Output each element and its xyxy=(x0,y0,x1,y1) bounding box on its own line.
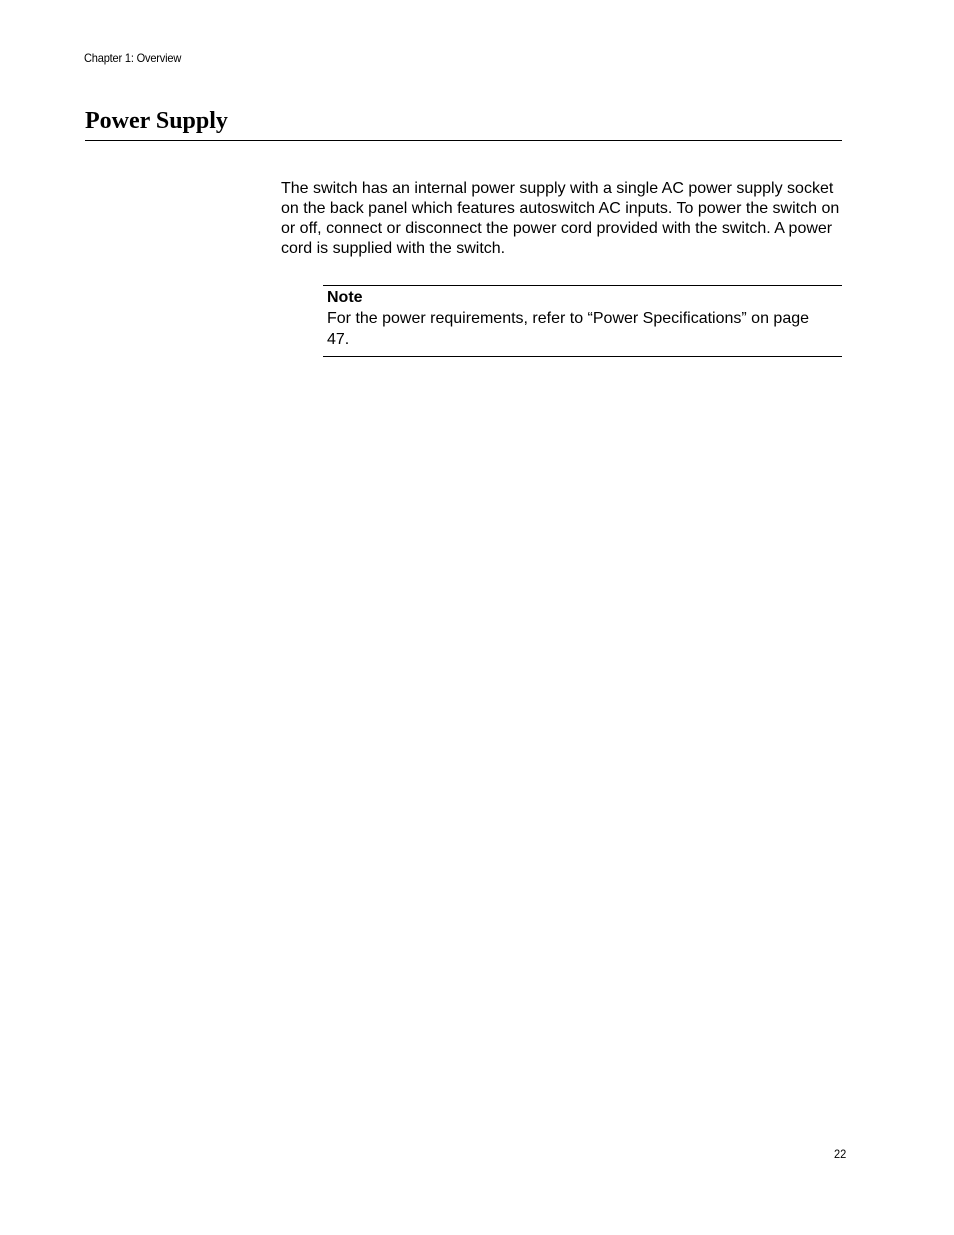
title-rule xyxy=(85,140,842,141)
body-paragraph: The switch has an internal power supply with a single AC power supply socket on the back panel which features autoswitch AC inputs. To power the switch on or off, connect or disconnect the power cord provided with the switch. A power cord is supplied with the switch. xyxy=(281,180,840,257)
running-header: Chapter 1: Overview xyxy=(84,51,182,65)
section-title: Power Supply xyxy=(85,108,228,134)
note-label: Note xyxy=(327,289,363,306)
page-number: 22 xyxy=(834,1147,847,1161)
note-box xyxy=(323,285,842,357)
note-text: For the power requirements, refer to “Power Specifications” on page 47. xyxy=(327,310,810,348)
